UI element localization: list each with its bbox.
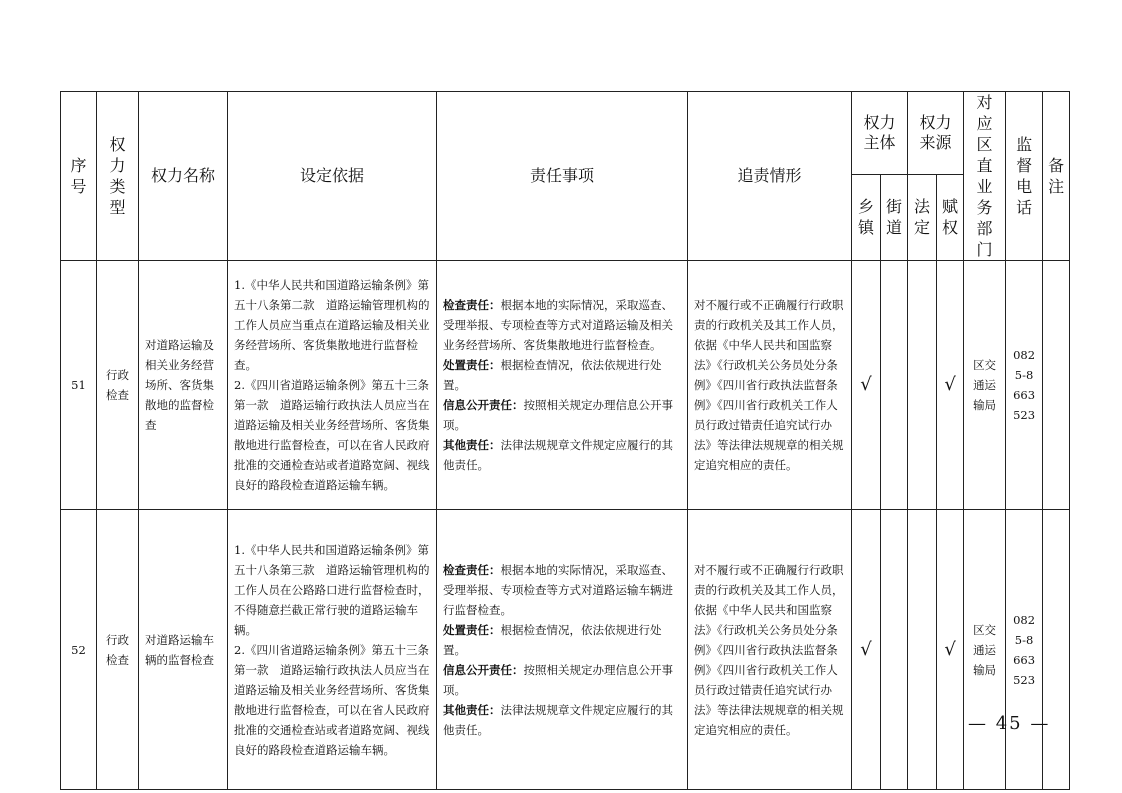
handle-duty xyxy=(443,355,681,395)
basis-item: 2.《四川省道路运输条例》第五十三条第一款 道路运输行政执法人员应当在道路运输及相关业务经营场所、客货集散地进行监督检查，可以在省人民政府批准的交通检查站或者道路宽阔、视线良好的路段检查道路运输车辆。 xyxy=(234,642,430,757)
header-type: 权力类型 xyxy=(97,92,139,261)
row-basis xyxy=(228,510,437,790)
header-responsibility: 责任事项 xyxy=(437,92,688,261)
header-seq: 序号 xyxy=(61,92,97,261)
power-list-table xyxy=(60,91,1070,790)
handle-duty-text: 根据检查情况，依法依规进行处置。 xyxy=(443,622,662,657)
row-note xyxy=(1043,510,1070,790)
header-basis: 设定依据 xyxy=(228,92,437,261)
info-duty xyxy=(443,395,681,435)
other-duty-label: 其他责任： xyxy=(443,702,501,717)
other-duty-label: 其他责任： xyxy=(443,438,501,452)
header-note: 备注 xyxy=(1043,92,1070,261)
check-mark-street xyxy=(881,510,908,790)
info-duty-label: 信息公开责任： xyxy=(443,662,524,677)
row-responsibility xyxy=(437,261,688,510)
handle-duty-label: 处置责任： xyxy=(443,358,501,372)
check-mark-legal xyxy=(908,510,937,790)
basis-item: 2.《四川省道路运输条例》第五十三条第一款 道路运输行政执法人员应当在道路运输及相关业务经营场所、客货集散地进行监督检查，可以在省人民政府批准的交通检查站或者道路宽阔、视线良好的路段检查道路运输车辆。 xyxy=(234,378,430,492)
row-power-name: 对道路运输及相关业务经营场所、客货集散地的监督检查 xyxy=(139,261,228,510)
header-phone: 监督电话 xyxy=(1006,92,1043,261)
row-phone: 0825-8663523 xyxy=(1006,261,1043,510)
row-dept: 区交通运输局 xyxy=(964,261,1006,510)
handle-duty xyxy=(443,620,681,660)
handle-duty-text: 根据检查情况，依法依规进行处置。 xyxy=(443,358,662,392)
header-subject: 权力主体 xyxy=(852,92,908,175)
header-subject-street: 街道 xyxy=(881,174,908,260)
row-accountability: 对不履行或不正确履行行政职责的行政机关及其工作人员，依据《中华人民共和国监察法》《行政机关公务员处分条例》《四川省行政执法监督条例》《四川省行政机关工作人员行政过错责任追究试行办法》等法律法规规章的相关规定追究相应的责任。 xyxy=(688,510,852,790)
row-type: 行政检查 xyxy=(97,510,139,790)
header-subject-town: 乡镇 xyxy=(852,174,881,260)
other-duty-text: 法律法规规章文件规定应履行的其他责任。 xyxy=(443,702,673,737)
other-duty xyxy=(443,700,681,740)
row-phone: 0825-8663523 xyxy=(1006,510,1043,790)
info-duty-label: 信息公开责任： xyxy=(443,398,524,412)
table-row xyxy=(61,510,1070,790)
check-duty-label: 检查责任： xyxy=(443,298,501,312)
check-mark-legal xyxy=(908,261,937,510)
header-dept: 对应区直业务部门 xyxy=(964,92,1006,261)
row-power-name: 对道路运输车辆的监督检查 xyxy=(139,510,228,790)
check-mark-grant: √ xyxy=(937,261,964,510)
check-duty-text: 根据本地的实际情况，采取巡查、受理举报、专项检查等方式对道路运输及相关业务经营场所、客货集散地进行监督检查。 xyxy=(443,298,673,352)
table-row xyxy=(61,261,1070,510)
other-duty xyxy=(443,435,681,475)
row-type: 行政检查 xyxy=(97,261,139,510)
header-source-legal: 法定 xyxy=(908,174,937,260)
check-mark-street xyxy=(881,261,908,510)
header-accountability: 追责情形 xyxy=(688,92,852,261)
row-basis xyxy=(228,261,437,510)
row-responsibility xyxy=(437,510,688,790)
other-duty-text: 法律法规规章文件规定应履行的其他责任。 xyxy=(443,438,673,472)
header-source-grant: 赋权 xyxy=(937,174,964,260)
info-duty xyxy=(443,660,681,700)
info-duty-text: 按照相关规定办理信息公开事项。 xyxy=(443,662,673,697)
row-dept: 区交通运输局 xyxy=(964,510,1006,790)
page-number: — 45 — xyxy=(968,713,1051,734)
info-duty-text: 按照相关规定办理信息公开事项。 xyxy=(443,398,673,432)
check-mark-town: √ xyxy=(852,510,881,790)
basis-item: 1.《中华人民共和国道路运输条例》第五十八条第三款 道路运输管理机构的工作人员在公路路口进行监督检查时，不得随意拦截正常行驶的道路运输车辆。 xyxy=(234,542,430,637)
check-mark-town: √ xyxy=(852,261,881,510)
check-mark-grant: √ xyxy=(937,510,964,790)
row-seq: 52 xyxy=(61,510,97,790)
check-duty xyxy=(443,560,681,620)
row-note xyxy=(1043,261,1070,510)
basis-item: 1.《中华人民共和国道路运输条例》第五十八条第二款 道路运输管理机构的工作人员应当重点在道路运输及相关业务经营场所、客货集散地进行监督检查。 xyxy=(234,278,430,372)
row-seq: 51 xyxy=(61,261,97,510)
check-duty-text: 根据本地的实际情况，采取巡查、受理举报、专项检查等方式对道路运输车辆进行监督检查。 xyxy=(443,562,673,617)
header-source: 权力来源 xyxy=(908,92,964,175)
handle-duty-label: 处置责任： xyxy=(443,622,501,637)
row-accountability: 对不履行或不正确履行行政职责的行政机关及其工作人员，依据《中华人民共和国监察法》《行政机关公务员处分条例》《四川省行政执法监督条例》《四川省行政机关工作人员行政过错责任追究试行办法》等法律法规规章的相关规定追究相应的责任。 xyxy=(688,261,852,510)
header-name: 权力名称 xyxy=(139,92,228,261)
check-duty xyxy=(443,295,681,355)
check-duty-label: 检查责任： xyxy=(443,562,501,577)
